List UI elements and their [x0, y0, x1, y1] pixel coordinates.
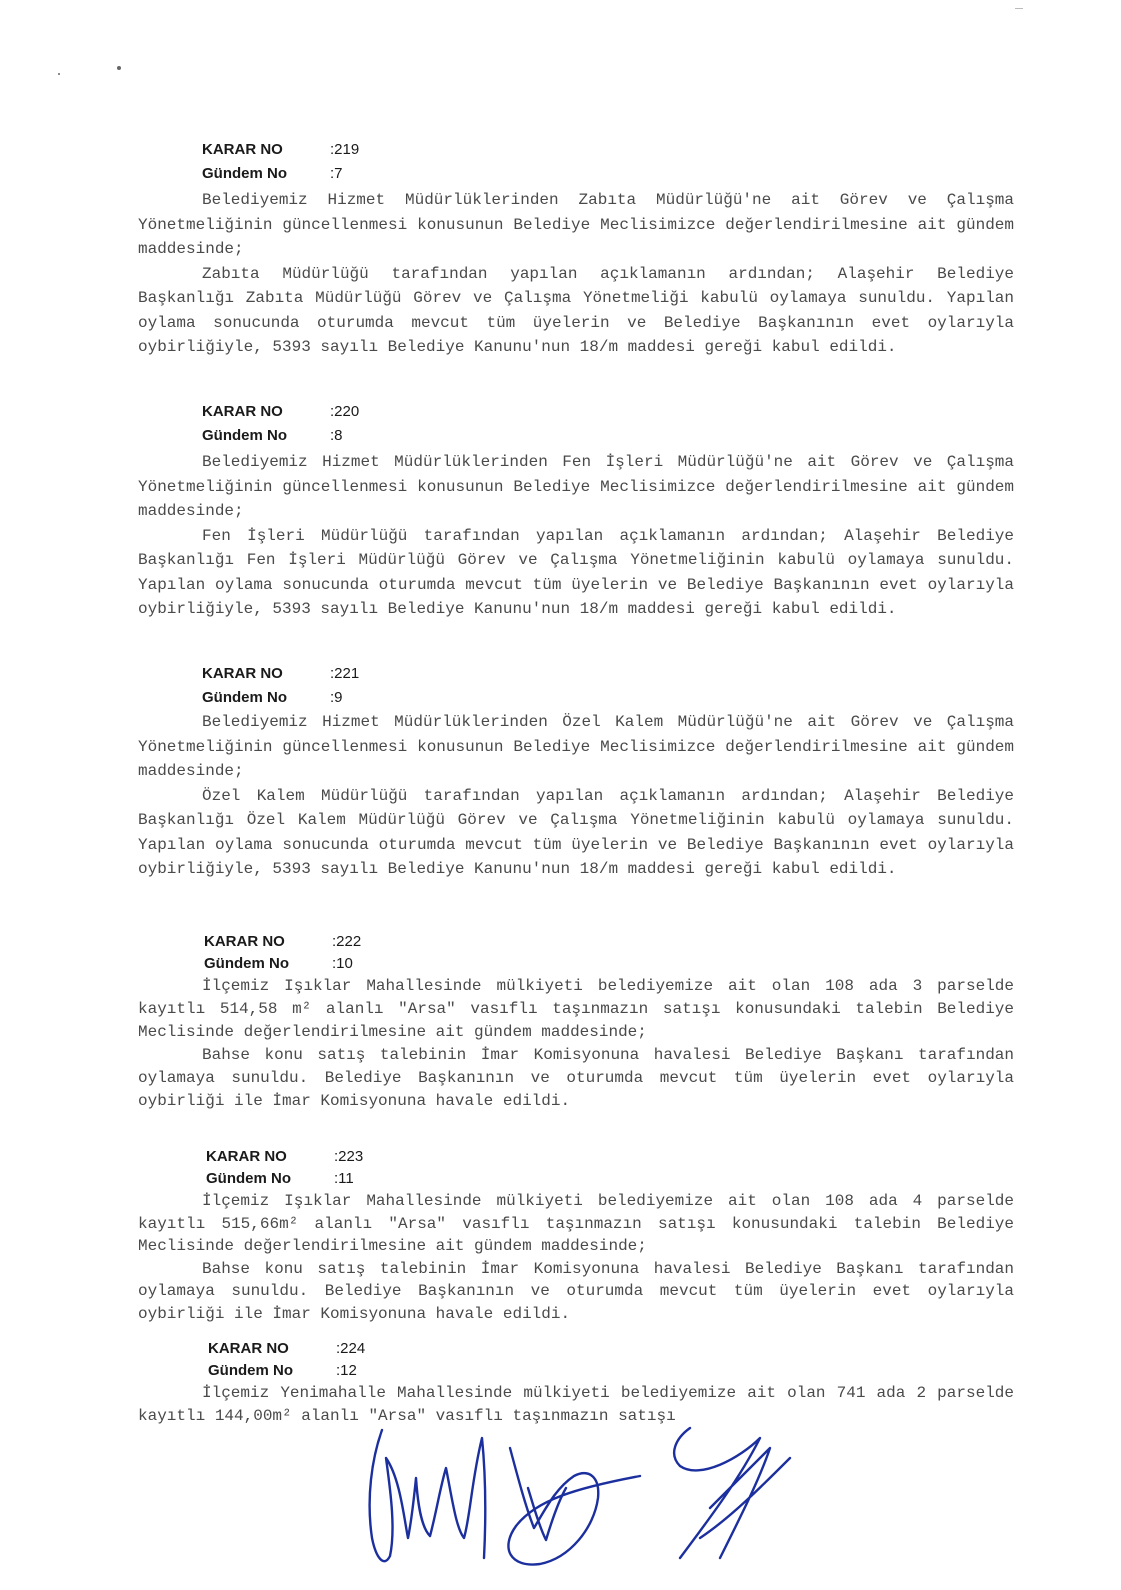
karar-no-line	[202, 403, 359, 420]
scan-speck	[58, 73, 60, 75]
decision-text	[138, 188, 1014, 360]
gundem-no-line	[202, 165, 343, 182]
gundem-no-label: Gündem No	[202, 427, 287, 444]
gundem-no-label: Gündem No	[202, 689, 287, 706]
gundem-no-value: :9	[330, 689, 343, 706]
gundem-no-line	[206, 1170, 354, 1187]
karar-no-label: KARAR NO	[202, 141, 283, 158]
karar-no-line	[208, 1340, 365, 1357]
scan-speck	[117, 66, 121, 70]
decision-text	[138, 975, 1014, 1113]
paragraph: Özel Kalem Müdürlüğü tarafından yapılan açıklamanın ardından; Alaşehir Belediye Başkanlığı Özel Kalem Müdürlüğü Görev ve Çalışma Yönetmeliğinin kabulü oylamaya sunuldu. Yapılan oylama sonucunda oturumda mevcut tüm üyelerin ve Belediye Başkanının evet oylarıyla oybirliğiyle, 5393 sayılı Belediye Kanunu'nun 18/m maddesi gereği kabul edildi.	[138, 786, 1014, 878]
gundem-no-value: :8	[330, 427, 343, 444]
karar-no-value: :222	[332, 933, 362, 950]
signature-2	[508, 1448, 640, 1565]
karar-no-value: :221	[330, 665, 360, 682]
paragraph: İlçemiz Yenimahalle Mahallesinde mülkiyeti belediyemize ait olan 741 ada 2 parselde kayıtlı 144,00m² alanlı "Arsa" vasıflı taşınmazın satışı	[138, 1384, 1014, 1425]
karar-no-label: KARAR NO	[202, 665, 283, 682]
signature-1	[370, 1430, 486, 1561]
karar-no-label: KARAR NO	[204, 933, 285, 950]
paragraph: İlçemiz Işıklar Mahallesinde mülkiyeti belediyemize ait olan 108 ada 4 parselde kayıtlı 515,66m² alanlı "Arsa" vasıflı taşınmazın satışı konusundaki talebin Belediye Meclisinde değerlendirilmesine ait gündem maddesinde;	[138, 1192, 1014, 1255]
karar-no-line	[206, 1148, 363, 1165]
decision-text	[138, 710, 1014, 882]
decision-text	[138, 450, 1014, 622]
karar-no-label: KARAR NO	[202, 403, 283, 420]
gundem-no-value: :11	[334, 1170, 354, 1187]
gundem-no-label: Gündem No	[208, 1362, 293, 1379]
karar-no-value: :219	[330, 141, 360, 158]
gundem-no-label: Gündem No	[204, 955, 289, 972]
paragraph: Zabıta Müdürlüğü tarafından yapılan açıklamanın ardından; Alaşehir Belediye Başkanlığı Zabıta Müdürlüğü Görev ve Çalışma Yönetmeliği kabulü oylamaya sunuldu. Yapılan oylama sonucunda oturumda mevcut tüm üyelerin ve Belediye Başkanının evet oylarıyla oybirliğiyle, 5393 sayılı Belediye Kanunu'nun 18/m maddesi gereği kabul edildi.	[138, 264, 1014, 356]
gundem-no-line	[202, 427, 343, 444]
gundem-no-line	[202, 689, 343, 706]
gundem-no-value: :12	[336, 1362, 357, 1379]
gundem-no-line	[204, 955, 353, 972]
karar-no-value: :220	[330, 403, 360, 420]
paragraph: Bahse konu satış talebinin İmar Komisyonuna havalesi Belediye Başkanı tarafından oylamaya sunuldu. Belediye Başkanının ve oturumda mevcut tüm üyelerin evet oylarıyla oybirliği ile İmar Komisyonuna havale edildi.	[138, 1046, 1014, 1110]
karar-no-value: :223	[334, 1148, 364, 1165]
karar-no-line	[202, 141, 359, 158]
karar-no-value: :224	[336, 1340, 366, 1357]
gundem-no-value: :7	[330, 165, 343, 182]
karar-no-label: KARAR NO	[206, 1148, 287, 1165]
paragraph: Belediyemiz Hizmet Müdürlüklerinden Zabıta Müdürlüğü'ne ait Görev ve Çalışma Yönetmeliğinin güncellenmesi konusunun Belediye Meclisimizce değerlendirilmesine ait gündem maddesinde;	[138, 191, 1014, 258]
karar-no-line	[202, 665, 359, 682]
gundem-no-label: Gündem No	[202, 165, 287, 182]
gundem-no-line	[208, 1362, 357, 1379]
signatures	[360, 1418, 820, 1578]
gundem-no-label: Gündem No	[206, 1170, 291, 1187]
paragraph: İlçemiz Işıklar Mahallesinde mülkiyeti belediyemize ait olan 108 ada 3 parselde kayıtlı 514,58 m² alanlı "Arsa" vasıflı taşınmazın satışı konusundaki talebin Belediye Meclisinde değerlendirilmesine ait gündem maddesinde;	[138, 977, 1014, 1041]
paragraph: Fen İşleri Müdürlüğü tarafından yapılan açıklamanın ardından; Alaşehir Belediye Başkanlığı Fen İşleri Müdürlüğü Görev ve Çalışma Yönetmeliğinin kabulü oylamaya sunuldu. Yapılan oylama sonucunda oturumda mevcut tüm üyelerin ve Belediye Başkanının evet oylarıyla oybirliğiyle, 5393 sayılı Belediye Kanunu'nun 18/m maddesi gereği kabul edildi.	[138, 526, 1014, 618]
karar-no-line	[204, 933, 361, 950]
scan-speck	[1015, 8, 1023, 9]
decision-text	[138, 1190, 1014, 1325]
karar-no-label: KARAR NO	[208, 1340, 289, 1357]
paragraph: Belediyemiz Hizmet Müdürlüklerinden Fen İşleri Müdürlüğü'ne ait Görev ve Çalışma Yönetmeliğinin güncellenmesi konusunun Belediye Meclisimizce değerlendirilmesine ait gündem maddesinde;	[138, 453, 1014, 520]
paragraph: Belediyemiz Hizmet Müdürlüklerinden Özel Kalem Müdürlüğü'ne ait Görev ve Çalışma Yönetmeliğinin güncellenmesi konusunun Belediye Meclisimizce değerlendirilmesine ait gündem maddesinde;	[138, 713, 1014, 780]
signature-3	[674, 1428, 790, 1558]
paragraph: Bahse konu satış talebinin İmar Komisyonuna havalesi Belediye Başkanı tarafından oylamaya sunuldu. Belediye Başkanının ve oturumda mevcut tüm üyelerin evet oylarıyla oybirliği ile İmar Komisyonuna havale edildi.	[138, 1259, 1014, 1323]
gundem-no-value: :10	[332, 955, 353, 972]
